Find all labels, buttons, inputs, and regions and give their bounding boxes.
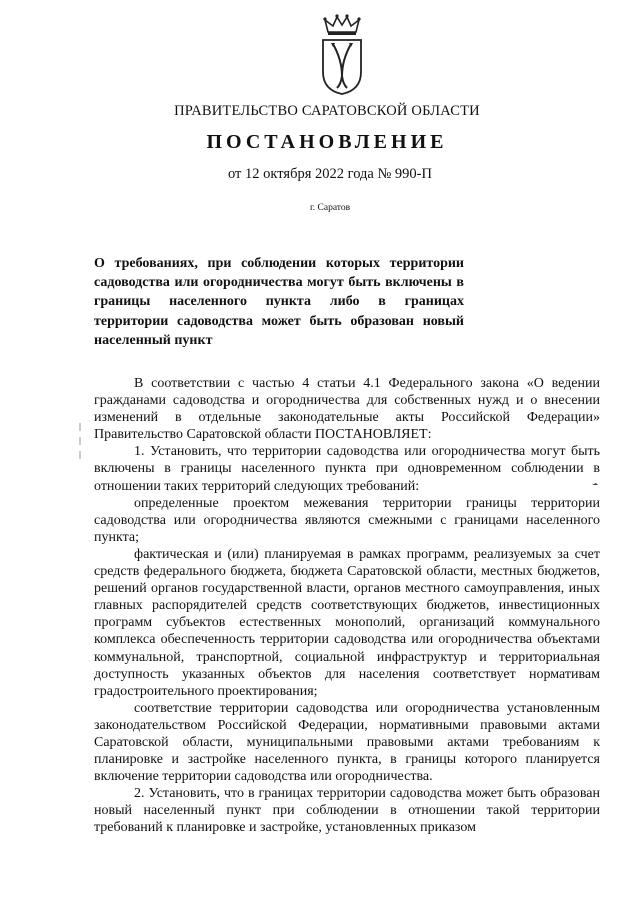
scan-binding-marks [78, 423, 82, 461]
document-type: ПОСТАНОВЛЕНИЕ [206, 131, 448, 153]
coat-of-arms-icon [319, 14, 365, 96]
paragraph-requirement-3: соответствие территории садоводства или огородничества установленным законодательством Российской Федерации, нормативными правовыми актами Саратовской области, муниципальными правовыми актами требованиям к планировке и застройке населенного пункта, в границы которого планируется включение территории садоводства или огородничества. [94, 700, 600, 785]
scan-artifact-mark [592, 482, 600, 488]
paragraph-preamble: В соответствии с частью 4 статьи 4.1 Федерального закона «О ведении гражданами садоводства и огородничества для собственных нужд и о внесении изменений в отдельные законодательные акты Российской Федерации» Правительство Саратовской области ПОСТАНОВЛЯЕТ: [94, 376, 600, 443]
paragraph-item-1: 1. Установить, что территории садоводства или огородничества могут быть включены в границы населенного пункта при одновременном соблюдении в отношении таких территорий следующих требований: [94, 444, 600, 494]
paragraph-requirement-1: определенные проектом межевания территории границы территории садоводства или огородничества являются смежными с границами населенного пункта; [94, 495, 600, 545]
document-city: г. Саратов [309, 203, 351, 213]
paragraph-item-2: 2. Установить, что в границах территории садоводства может быть образован новый населенный пункт при соблюдении в отношении такой территории требований к планировке и застройке, установленных приказом [94, 786, 600, 836]
document-body [94, 375, 600, 837]
document-date-number: от 12 октября 2022 года № 990-П [228, 166, 432, 182]
document-title: О требованиях, при соблюдении которых территории садоводства или огородничества могут быть включены в границы населенного пункта либо в границах территории садоводства может быть образован новый населенный пункт [94, 256, 464, 348]
government-name: ПРАВИТЕЛЬСТВО САРАТОВСКОЙ ОБЛАСТИ [174, 103, 480, 119]
paragraph-requirement-2: фактическая и (или) планируемая в рамках программ, реализуемых за счет средств федерального бюджета, бюджета Саратовской области, местных бюджетов, решений органов государственной власти, органов местного самоуправления, иных главных распорядителей средств соответствующих бюджетов, инвестиционных программ субъектов естественных монополий, организаций коммунального комплекса обеспеченность территории садоводства или огородничества объектами коммунальной, транспортной, социальной инфраструктур и территориальная доступность указанных объектов для населения соответствует нормативам градостроительного проектирования; [94, 546, 600, 699]
